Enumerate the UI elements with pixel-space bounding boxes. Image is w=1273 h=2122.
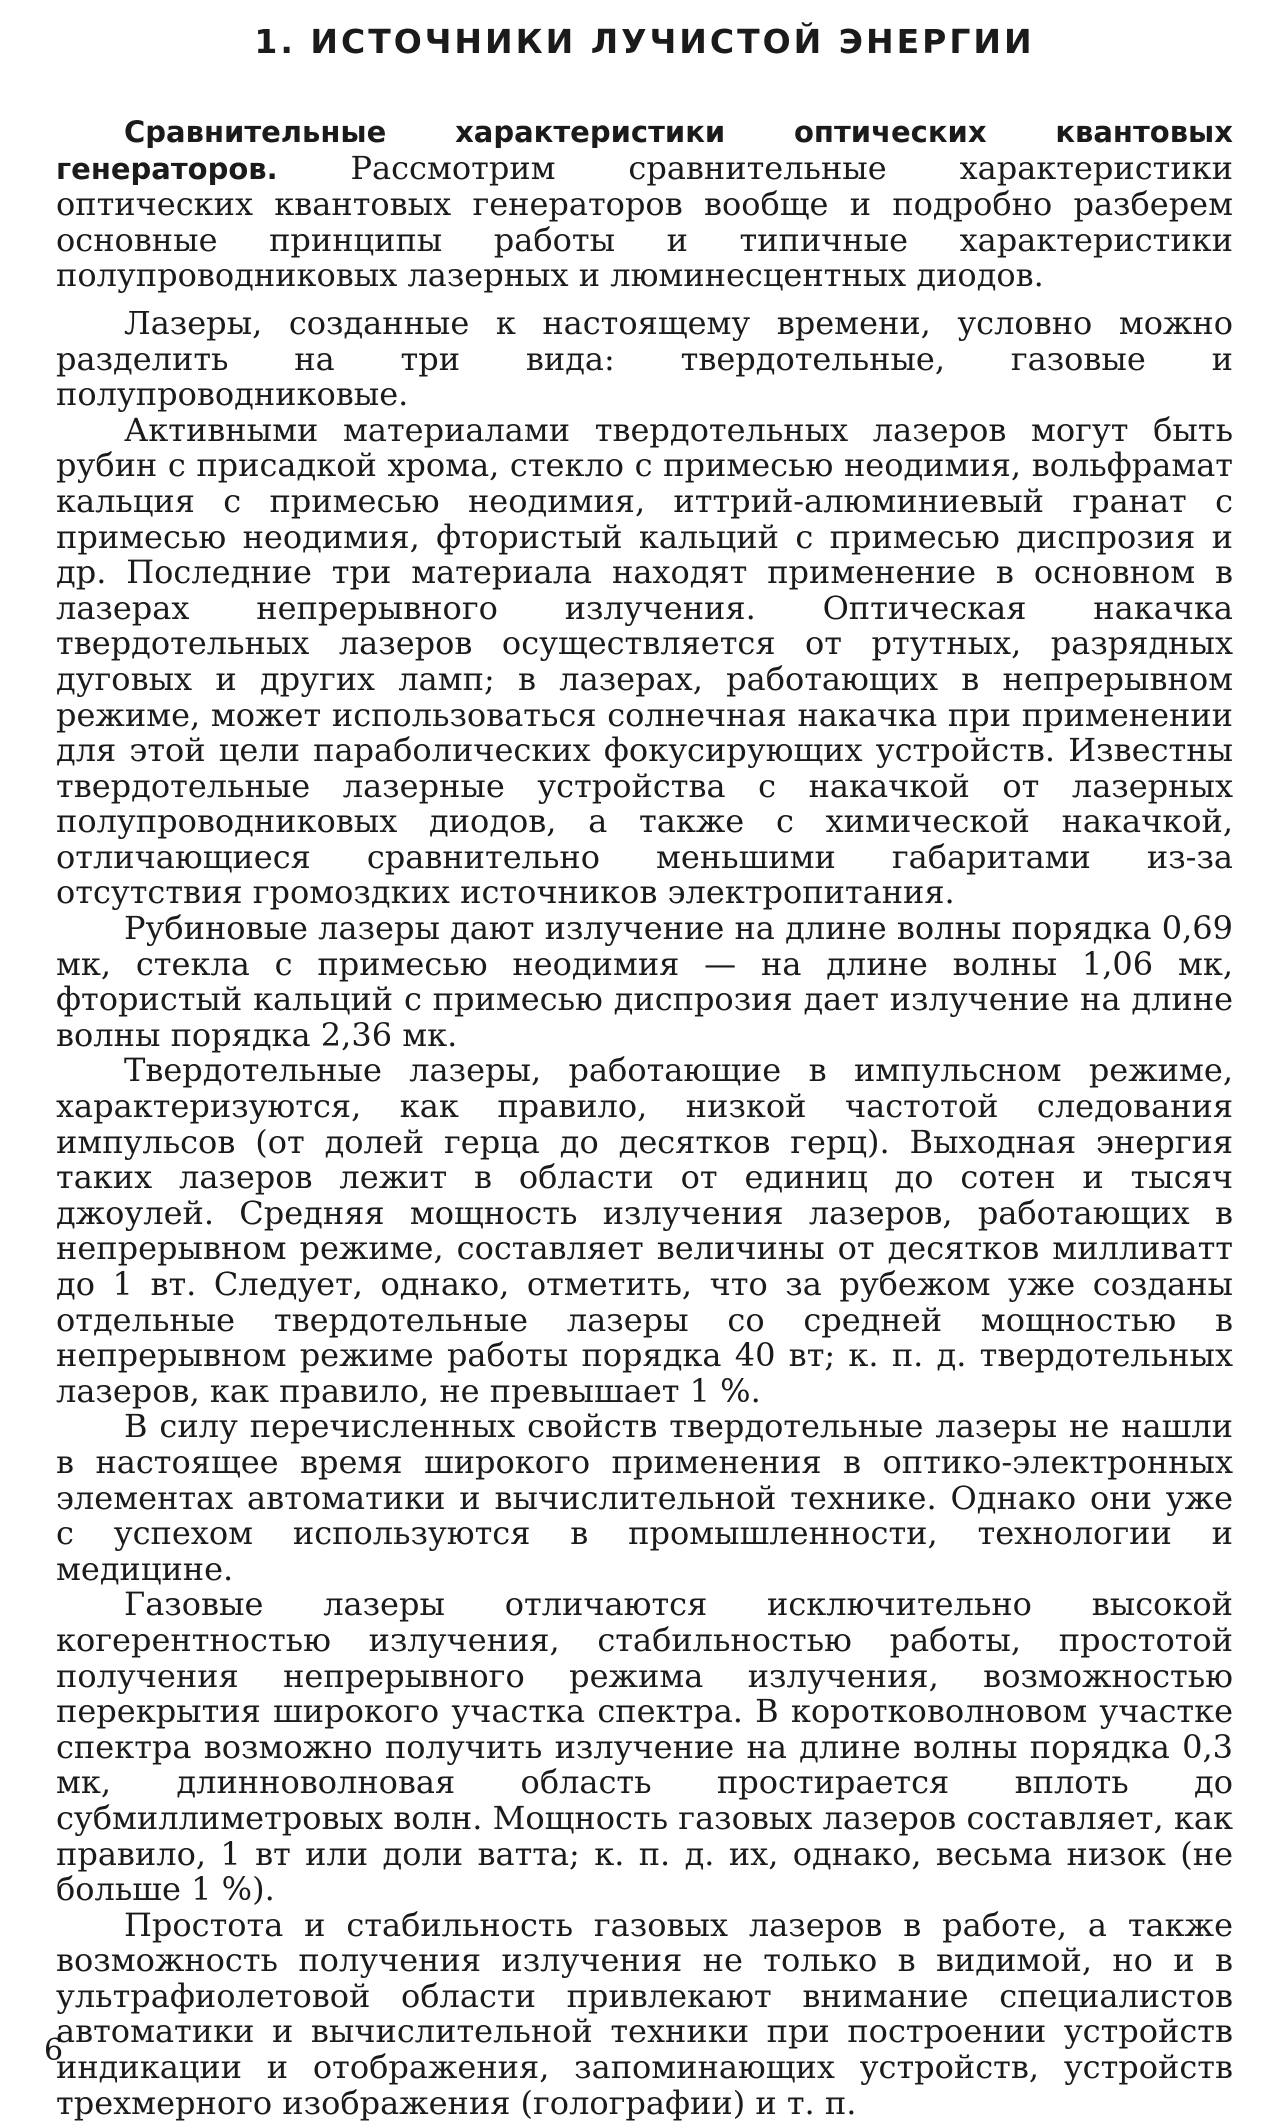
paragraph-8: Простота и стабильность газовых лазеров в работе, а также возможность получения излучения не только в видимой, но и в ультрафиолетовой области привлекают внимание специалистов автоматики и вычислительной техники при построении устройств индикации и отображения, запоминающих устройств, устройств трехмерного изображения (голографии) и т. п. xyxy=(56,1905,1233,2122)
paragraph-6: В силу перечисленных свойств твердотельные лазеры не нашли в настоящее время широкого применения в оптико-электронных элементах автоматики и вычислительной технике. Однако они уже с успехом используются в промышленности, технологии и медицине. xyxy=(56,1407,1233,1588)
paragraph-2: Лазеры, созданные к настоящему времени, условно можно разделить на три вида: твердотельные, газовые и полупроводниковые. xyxy=(56,303,1233,414)
paragraph-lead-heading: Сравнительные характеристики оптических квантовых генераторов. xyxy=(56,115,1233,186)
paragraph-5: Твердотельные лазеры, работающие в импульсном режиме, характеризуются, как правило, низкой частотой следования импульсов (от долей герца до десятков герц). Выходная энергия таких лазеров лежит в области от единиц до сотен и тысяч джоулей. Средняя мощность излучения лазеров, работающих в непрерывном режиме, составляет величины от десятков милливатт до 1 вт. Следует, однако, отметить, что за рубежом уже созданы отдельные твердотельные лазеры со средней мощностью в непрерывном режиме работы порядка 40 вт; к. п. д. твердотельных лазеров, как правило, не превышает 1 %. xyxy=(56,1051,1233,1410)
paragraph-text: Рассмотрим сравнительные характеристики оптических квантовых генераторов вообще и подробно разберем основные принципы работы и типичные характеристики полупроводниковых лазерных и люминесцентных диодов. xyxy=(56,148,1233,295)
paragraph-4: Рубиновые лазеры дают излучение на длине волны порядка 0,69 мк, стекла с примесью неодимия — на длине волны 1,06 мк, фтористый кальций с примесью диспрозия дает излучение на длине волны порядка 2,36 мк. xyxy=(56,909,1233,1054)
paragraph-1 xyxy=(56,114,1233,294)
paragraph-7: Газовые лазеры отличаются исключительно высокой когерентностью излучения, стабильностью работы, простотой получения непрерывного режима излучения, возможностью перекрытия широкого участка спектра. В коротковолновом участке спектра возможно получить излучение на длине волны порядка 0,3 мк, длинноволновая область простирается вплоть до субмиллиметровых волн. Мощность газовых лазеров составляет, как правило, 1 вт или доли ватта; к. п. д. их, однако, весьма низок (не больше 1 %). xyxy=(56,1585,1233,1909)
page-number: 6 xyxy=(44,2033,64,2068)
chapter-title: 1. ИСТОЧНИКИ ЛУЧИСТОЙ ЭНЕРГИИ xyxy=(254,22,1035,61)
body-text xyxy=(56,114,1233,2121)
paragraph-3: Активными материалами твердотельных лазеров могут быть рубин с присадкой хрома, стекло с примесью неодимия, вольфрамат кальция с примесью неодимия, иттрий-алюминиевый гранат с примесью неодимия, фтористый кальций с примесью диспрозия и др. Последние три материала находят применение в основном в лазерах непрерывного излучения. Оптическая накачка твердотельных лазеров осуществляется от ртутных, разрядных дуговых и других ламп; в лазерах, работающих в непрерывном режиме, может использоваться солнечная накачка при применении для этой цели параболических фокусирующих устройств. Известны твердотельные лазерные устройства с накачкой от лазерных полупроводниковых диодов, а также с химической накачкой, отличающиеся сравнительно меньшими габаритами из-за отсутствия громоздких источников электропитания. xyxy=(56,410,1233,912)
